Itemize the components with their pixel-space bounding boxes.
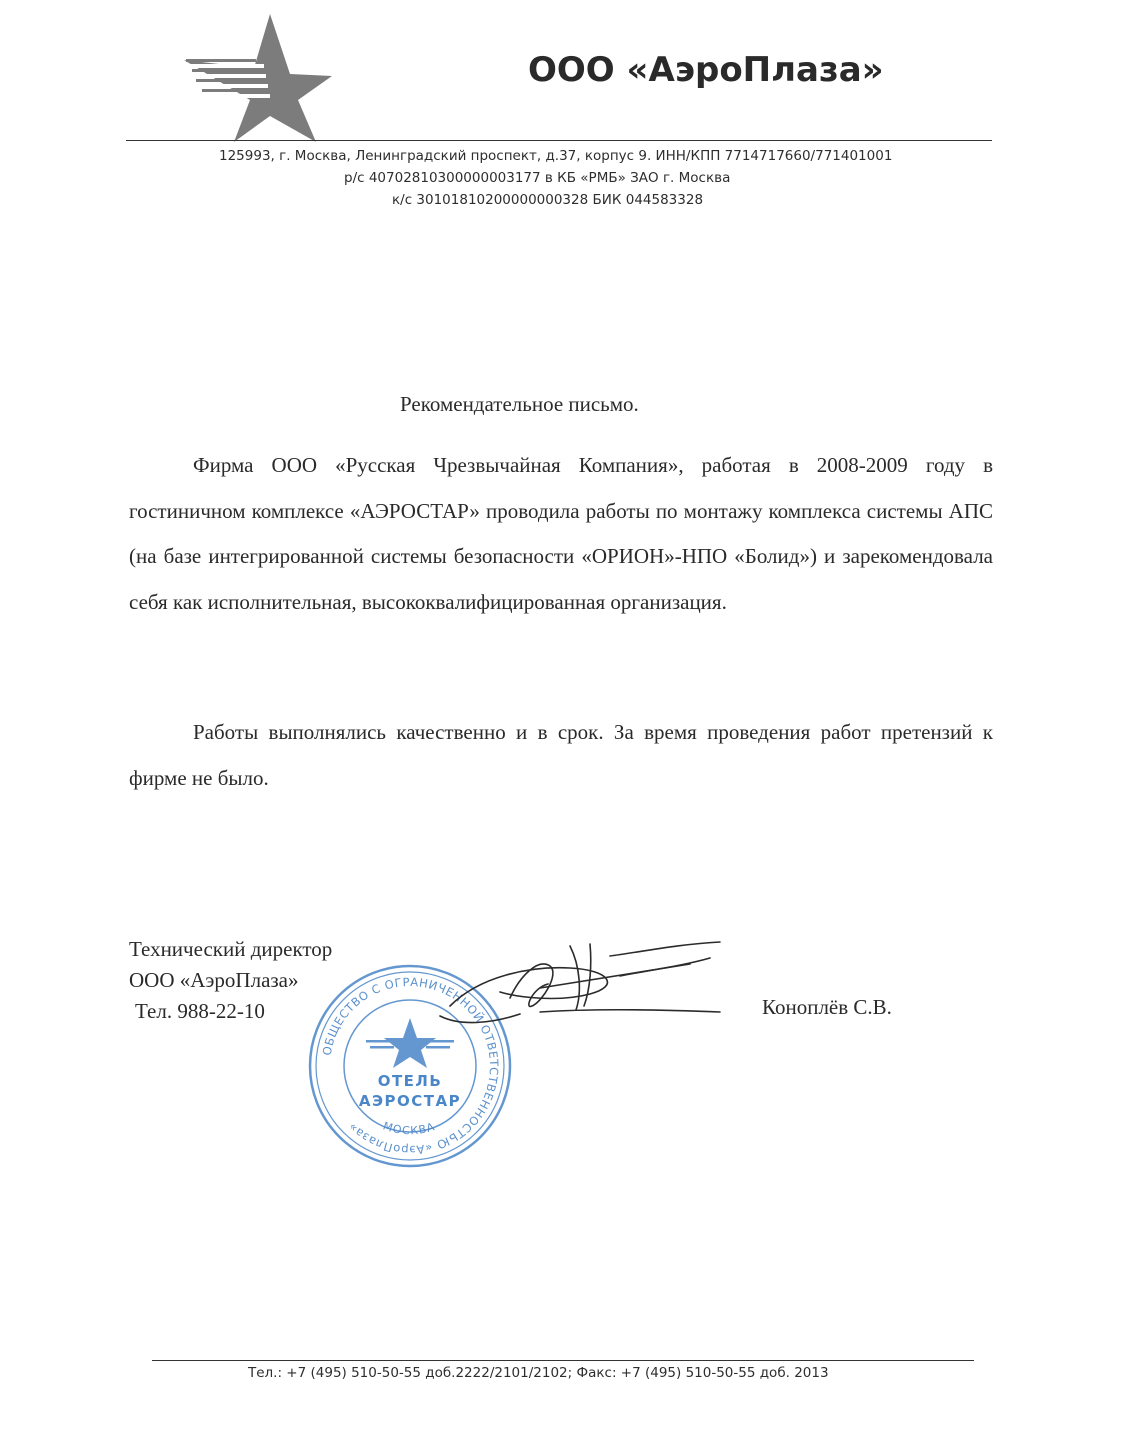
company-name: ООО «АэроПлаза» [528,50,884,90]
svg-text:МОСКВА [381,1119,436,1137]
star-wings-logo [182,12,338,144]
stamp-outer-text: ОБЩЕСТВО С ОГРАНИЧЕННОЙ ОТВЕТСТВЕННОСТЬЮ «АэроПлаза» [319,974,502,1158]
letter-paragraph: Работы выполнялись качественно и в срок. За время проведения работ претензий к фирме не было. [129,720,993,790]
footer-divider [152,1360,974,1361]
stamp-center-line2: АЭРОСТАР [358,1092,462,1110]
header-divider [126,140,992,141]
requisites-address: 125993, г. Москва, Ленинградский проспект, д.37, корпус 9. ИНН/КПП 7714717660/771401001 [219,148,893,164]
letter-paragraph: Фирма ООО «Русская Чрезвычайная Компания», работая в 2008-2009 году в гостиничном комплексе «АЭРОСТАР» проводила работы по монтажу комплекса системы АПС (на базе интегрированной системы безопасности «ОРИОН»-НПО «Болид») и зарекомендовала себя как исполнительная, высококвалифицированная организация. [129,453,993,614]
signatory-position: Технический директор [129,937,333,961]
signatory-phone: Тел. 988-22-10 [135,999,265,1023]
requisites-account: р/с 40702810300000003177 в КБ «РМБ» ЗАО г. Москва [344,170,731,186]
letter-title: Рекомендательное письмо. [400,392,639,416]
requisites-correspondent: к/с 30101810200000000328 БИК 044583328 [392,192,704,208]
signatory-block [129,934,332,1027]
footer-contacts: Тел.: +7 (495) 510-50-55 доб.2222/2101/2102; Факс: +7 (495) 510-50-55 доб. 2013 [248,1365,829,1381]
stamp-center-line1: ОТЕЛЬ [377,1072,443,1090]
signatory-company: ООО «АэроПлаза» [129,968,299,992]
handwritten-signature [420,936,730,1036]
stamp-city: МОСКВА [381,1119,437,1138]
signatory-name: Коноплёв С.В. [762,995,892,1019]
